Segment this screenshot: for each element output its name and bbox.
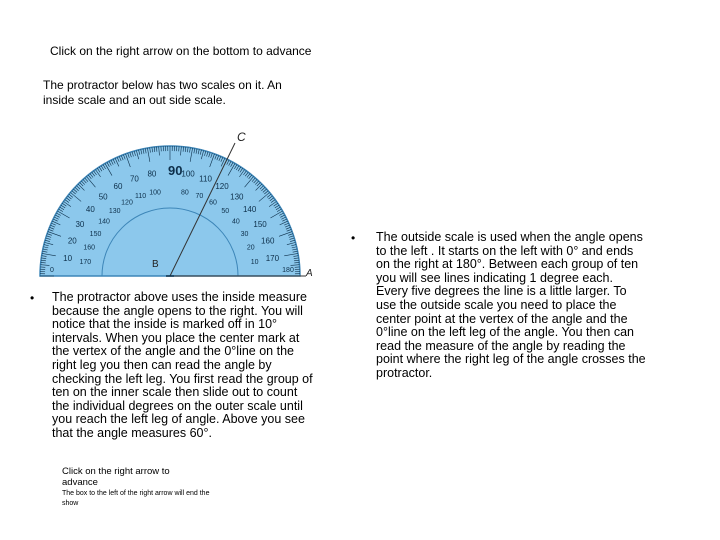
inner-scale-number: 130 <box>108 208 121 216</box>
outer-scale-number: 80 <box>147 169 157 179</box>
inner-scale-number: 150 <box>89 231 102 238</box>
inner-scale-number: 20 <box>246 244 255 252</box>
outer-scale-number: 20 <box>67 236 77 246</box>
inner-scale-number: 110 <box>135 193 147 201</box>
inner-scale-number: 30 <box>240 231 249 238</box>
outer-scale-number: 120 <box>215 181 229 191</box>
inner-scale-number: 140 <box>98 218 110 226</box>
outer-scale-number: 140 <box>242 205 257 215</box>
inner-scale-number: 170 <box>79 259 92 267</box>
inner-scale-number: 50 <box>221 208 230 216</box>
intro-text: The protractor below has two scales on it. An inside scale and an out side scale. <box>43 78 282 107</box>
outer-scale-number: 170 <box>265 253 280 263</box>
advance-instruction: Click on the right arrow on the bottom to advance <box>50 44 312 58</box>
outer-scale-number: 70 <box>129 174 139 184</box>
label-a: A <box>306 268 313 279</box>
inner-scale-number: 120 <box>121 199 133 207</box>
inner-scale-number: 60 <box>209 199 217 207</box>
scale-end-number: 180 <box>282 267 294 274</box>
left-bullet-text: The protractor above uses the inside measure because the angle opens to the right. You will notice that the inside is marked off in 10° intervals. When you place the center mark at the vertex of the angle and the 0°line on the right leg you then can read the angle by checking the left leg. You first read the group of ten on the inner scale then slide out to count the individual degrees on the outer scale until you reach the left leg of angle. Above you see that the angle measures 60°. <box>52 290 313 440</box>
outer-scale-number: 50 <box>98 192 108 202</box>
right-bullet-text: The outside scale is used when the angle opens to the left . It starts on the left with 0° and ends on the right at 180°. Between each group of ten you will see lines indicating 1 degree each. Every five degrees the line is a little larger. To use the outside scale you need to place the center point at the vertex of the angle and the 0°line on the left leg of the angle. You then can read the measure of the angle by reading the point where the right leg of the angle crosses the protractor. <box>376 230 646 380</box>
outer-scale-number: 60 <box>113 181 123 191</box>
outer-scale-number: 160 <box>261 236 275 246</box>
outer-scale-number: 110 <box>199 174 212 184</box>
label-c: C <box>237 130 246 144</box>
outer-scale-number: 30 <box>75 220 85 229</box>
end-show-note: The box to the left of the right arrow will end the show <box>62 490 210 507</box>
inner-scale-number: 10 <box>250 259 259 267</box>
outer-scale-number: 150 <box>253 220 267 229</box>
outer-scale-number: 100 <box>181 169 195 179</box>
inner-scale-number: 80 <box>181 189 189 197</box>
scale-end-number: 0 <box>50 267 54 274</box>
center-label: 90 <box>168 163 183 178</box>
inner-scale-number: 40 <box>231 218 240 226</box>
left-bullet-dot: • <box>30 291 35 305</box>
outer-scale-number: 10 <box>63 253 73 263</box>
outer-scale-number: 130 <box>230 192 244 202</box>
inner-scale-number: 100 <box>149 189 161 197</box>
right-bullet-dot: • <box>351 231 356 245</box>
small-advance-note: Click on the right arrow to advance <box>62 466 170 488</box>
outer-scale-number: 40 <box>85 205 95 215</box>
inner-scale-number: 160 <box>83 244 96 252</box>
label-b: B <box>152 259 159 270</box>
protractor-figure <box>30 128 320 280</box>
inner-scale-number: 70 <box>195 193 204 201</box>
